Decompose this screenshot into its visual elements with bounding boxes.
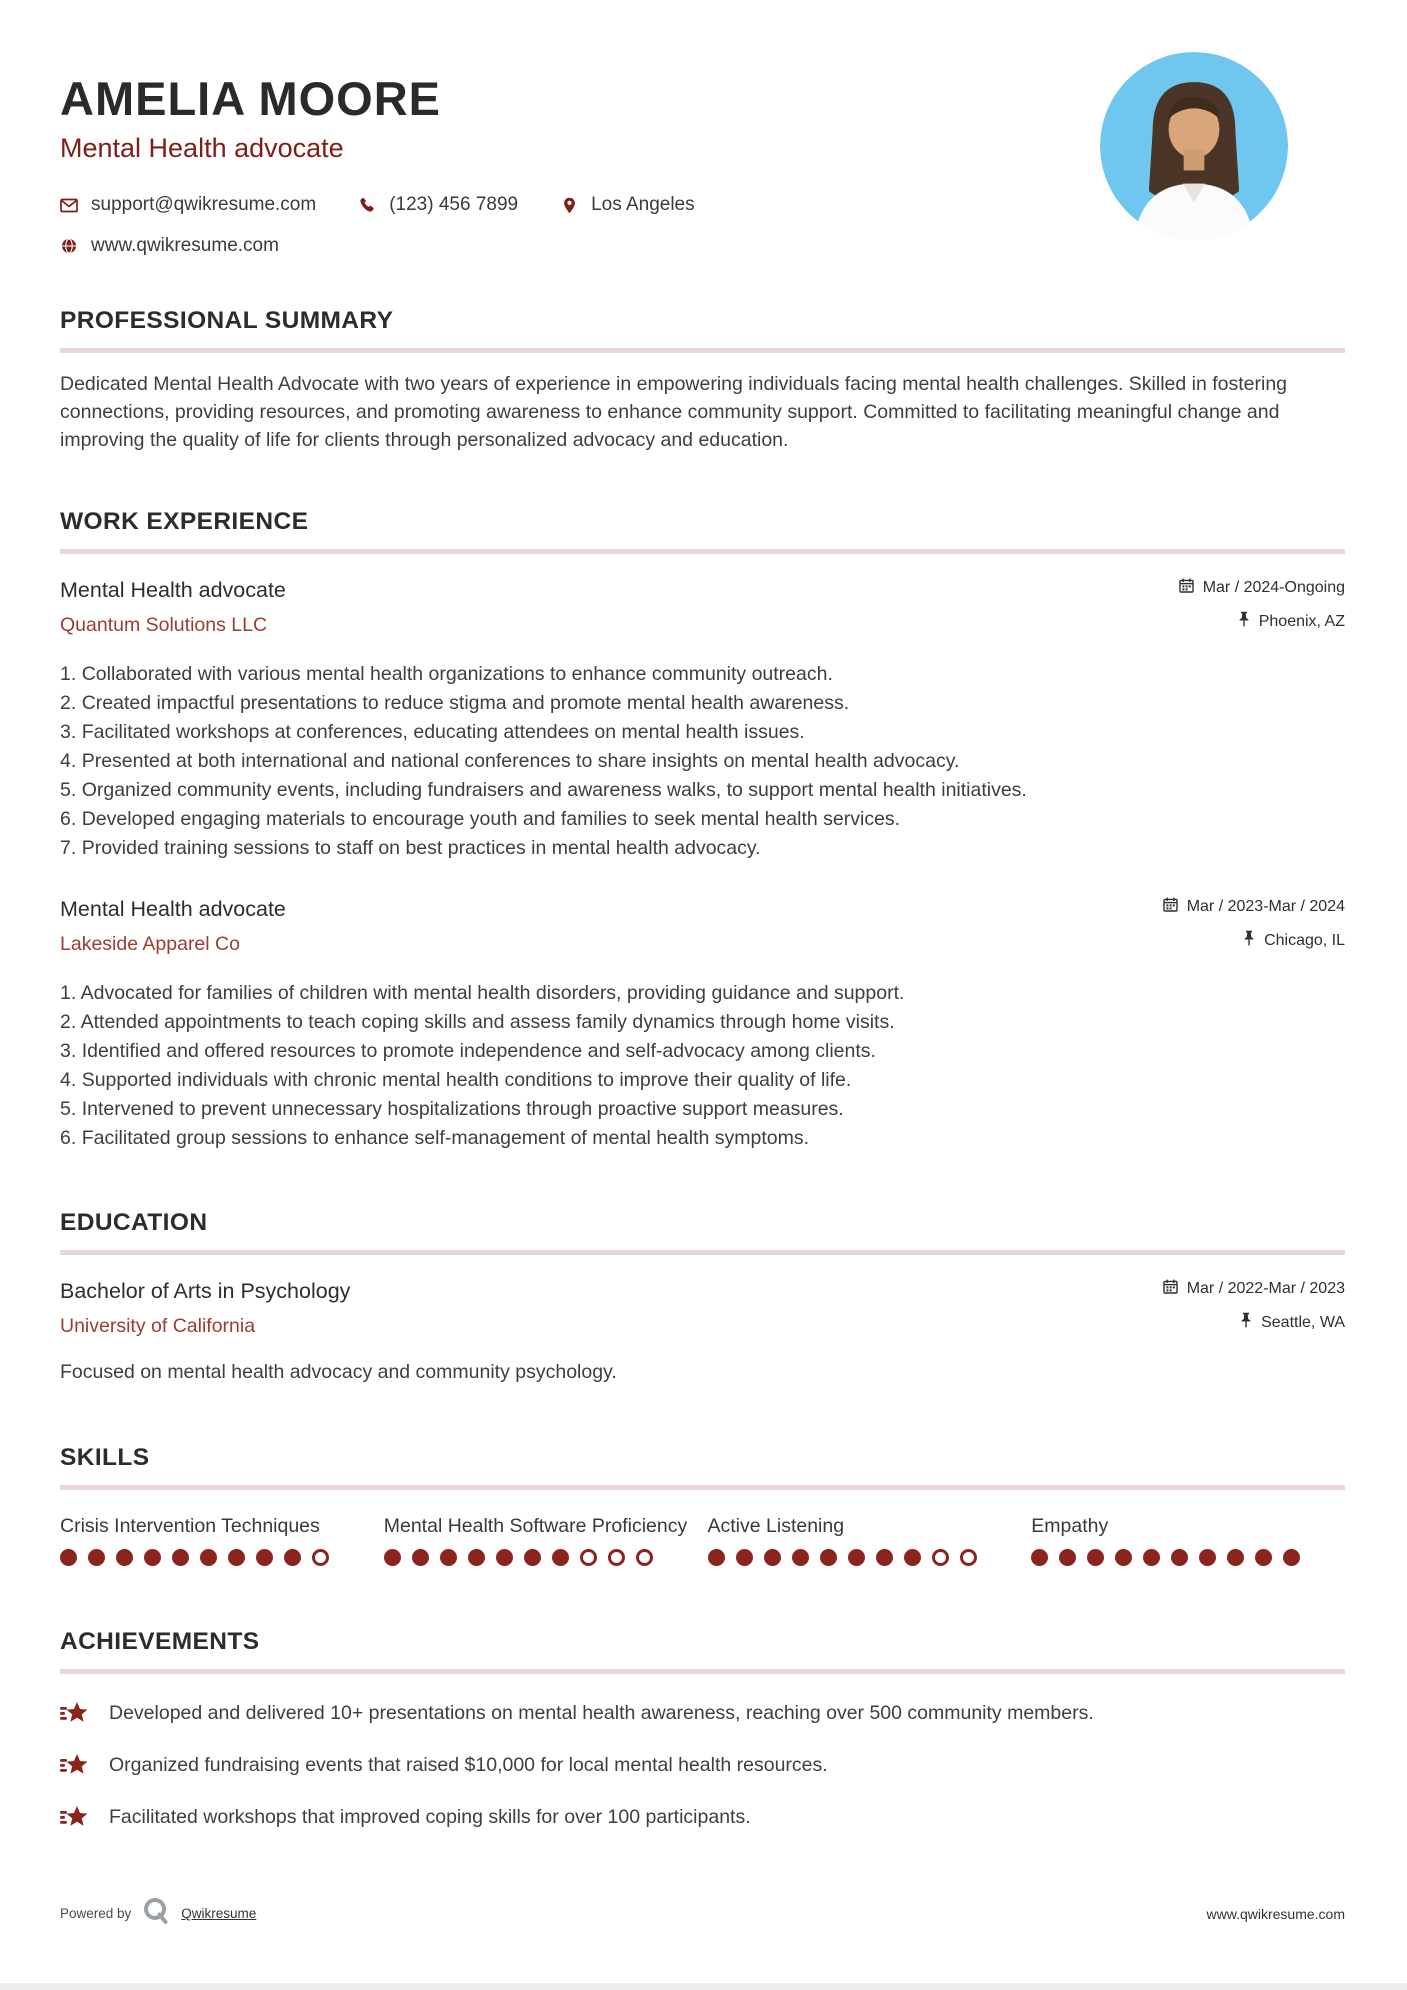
job-bullet: Identified and offered resources to promote independence and self-advocacy among clients. xyxy=(81,1040,876,1063)
degree-title: Bachelor of Arts in Psychology xyxy=(60,1279,351,1304)
achievements-heading: ACHIEVEMENTS xyxy=(60,1628,260,1656)
achievement-text: Facilitated workshops that improved coping skills for over 100 participants. xyxy=(109,1805,751,1828)
job-bullet: Intervened to prevent unnecessary hospitalizations through proactive support measures. xyxy=(81,1098,844,1121)
job-entry xyxy=(60,897,1345,1153)
education-entry xyxy=(60,1279,1345,1384)
job-bullet-list xyxy=(60,660,1345,863)
skill-item xyxy=(384,1512,698,1566)
summary-heading: PROFESSIONAL SUMMARY xyxy=(60,307,394,335)
rating-dot-filled xyxy=(764,1549,781,1566)
q-logo-icon xyxy=(141,1896,171,1931)
section-professional-summary xyxy=(60,307,1345,454)
location-text: Los Angeles xyxy=(591,194,695,216)
section-divider xyxy=(60,1250,1345,1255)
footer xyxy=(60,1896,1345,1931)
rating-dot-filled xyxy=(524,1549,541,1566)
section-divider xyxy=(60,348,1345,353)
skills-heading: SKILLS xyxy=(60,1444,150,1472)
school-name: University of California xyxy=(60,1315,256,1338)
section-skills xyxy=(60,1444,1345,1566)
rating-dot-filled xyxy=(384,1549,401,1566)
skill-name: Mental Health Software Proficiency xyxy=(383,1515,688,1538)
job-bullet: Supported individuals with chronic mental health conditions to improve their quality of life. xyxy=(81,1069,852,1092)
calendar-icon xyxy=(1163,897,1178,917)
rating-dot-filled xyxy=(1087,1549,1104,1566)
rating-dot-filled xyxy=(1283,1549,1300,1566)
skills-grid xyxy=(60,1512,1345,1566)
section-work-experience xyxy=(60,508,1345,1153)
achievement-item xyxy=(60,1700,1345,1726)
rating-dot-filled xyxy=(792,1549,809,1566)
envelope-icon xyxy=(60,198,78,213)
job-dates: Mar / 2024-Ongoing xyxy=(1202,579,1345,597)
section-education xyxy=(60,1209,1345,1384)
skill-name: Empathy xyxy=(1031,1515,1109,1538)
pushpin-icon xyxy=(1240,1312,1252,1333)
pushpin-icon xyxy=(1243,930,1255,951)
rating-dot-filled xyxy=(1031,1549,1048,1566)
job-bullet: Facilitated group sessions to enhance self-management of mental health symptoms. xyxy=(81,1127,810,1150)
skill-item xyxy=(60,1512,374,1566)
powered-by-label: Powered by xyxy=(60,1906,132,1921)
job-bullet: Facilitated workshops at conferences, educating attendees on mental health issues. xyxy=(81,721,805,744)
contact-location xyxy=(560,194,695,216)
job-entry xyxy=(60,578,1345,863)
phone-icon xyxy=(358,197,376,213)
skill-rating-dots xyxy=(708,1549,1022,1566)
job-title: Mental Health advocate xyxy=(60,578,286,603)
job-location: Phoenix, AZ xyxy=(1258,612,1345,630)
job-bullet: Created impactful presentations to reduce stigma and promote mental health awareness. xyxy=(81,692,850,715)
rating-dot-filled xyxy=(468,1549,485,1566)
rating-dot-filled xyxy=(496,1549,513,1566)
profile-photo xyxy=(1100,52,1288,240)
rating-dot-filled xyxy=(144,1549,161,1566)
calendar-icon xyxy=(1163,1279,1178,1299)
footer-website[interactable]: www.qwikresume.com xyxy=(1206,1905,1345,1922)
person-name: AMELIA MOORE xyxy=(60,72,442,125)
job-company: Lakeside Apparel Co xyxy=(60,933,240,956)
map-pin-icon xyxy=(560,197,578,214)
rating-dot-filled xyxy=(200,1549,217,1566)
calendar-icon xyxy=(1179,578,1194,598)
education-location: Seattle, WA xyxy=(1261,1313,1345,1331)
rating-dot-empty xyxy=(960,1549,977,1566)
job-dates: Mar / 2023-Mar / 2024 xyxy=(1186,898,1345,916)
rating-dot-filled xyxy=(1059,1549,1076,1566)
job-bullet: Collaborated with various mental health organizations to enhance community outreach. xyxy=(81,663,833,686)
job-title: Mental Health advocate xyxy=(60,897,286,922)
rating-dot-filled xyxy=(256,1549,273,1566)
rating-dot-filled xyxy=(876,1549,893,1566)
rating-dot-filled xyxy=(1255,1549,1272,1566)
header xyxy=(60,0,1345,257)
summary-text: Dedicated Mental Health Advocate with two years of experience in empowering individuals facing mental health challenges. Skilled in fostering connections, providing resources, and promoting awareness to enhance community support. Committed to facilitating meaningful change and improving the quality of life for clients through personalized advocacy and education. xyxy=(60,373,1288,452)
work-heading: WORK EXPERIENCE xyxy=(60,508,309,536)
contact-phone[interactable] xyxy=(358,194,518,216)
globe-icon xyxy=(60,238,78,254)
person-title: Mental Health advocate xyxy=(60,133,344,164)
section-divider xyxy=(60,1669,1345,1674)
job-company: Quantum Solutions LLC xyxy=(60,614,268,637)
email-text: support@qwikresume.com xyxy=(91,194,317,216)
education-heading: EDUCATION xyxy=(60,1209,208,1237)
skill-rating-dots xyxy=(1031,1549,1345,1566)
rating-dot-filled xyxy=(228,1549,245,1566)
education-dates: Mar / 2022-Mar / 2023 xyxy=(1186,1280,1345,1298)
phone-text: (123) 456 7899 xyxy=(389,194,519,216)
skill-rating-dots xyxy=(384,1549,698,1566)
section-divider xyxy=(60,1485,1345,1490)
rating-dot-filled xyxy=(820,1549,837,1566)
rating-dot-filled xyxy=(412,1549,429,1566)
rating-dot-filled xyxy=(440,1549,457,1566)
achievement-text: Organized fundraising events that raised $10,000 for local mental health resources. xyxy=(109,1753,828,1776)
contact-website[interactable] xyxy=(60,235,279,257)
contact-email[interactable] xyxy=(60,194,316,216)
rating-dot-filled xyxy=(1115,1549,1132,1566)
job-bullet: Attended appointments to teach coping skills and assess family dynamics through home visits. xyxy=(80,1011,895,1034)
skill-item xyxy=(1031,1512,1345,1566)
skill-item xyxy=(708,1512,1022,1566)
section-achievements xyxy=(60,1628,1345,1830)
star-badge-icon xyxy=(60,1700,88,1726)
job-bullet: Advocated for families of children with mental health disorders, providing guidance and support. xyxy=(80,982,905,1005)
rating-dot-empty xyxy=(932,1549,949,1566)
rating-dot-empty xyxy=(608,1549,625,1566)
rating-dot-filled xyxy=(552,1549,569,1566)
rating-dot-filled xyxy=(904,1549,921,1566)
rating-dot-filled xyxy=(1227,1549,1244,1566)
star-badge-icon xyxy=(60,1752,88,1778)
job-bullet: Organized community events, including fundraisers and awareness walks, to support mental health initiatives. xyxy=(81,779,1027,802)
rating-dot-filled xyxy=(848,1549,865,1566)
rating-dot-filled xyxy=(116,1549,133,1566)
education-description: Focused on mental health advocacy and community psychology. xyxy=(60,1361,617,1384)
brand-link[interactable]: Qwikresume xyxy=(181,1906,257,1921)
job-bullet: Developed engaging materials to encourage youth and families to seek mental health services. xyxy=(81,808,901,831)
rating-dot-filled xyxy=(736,1549,753,1566)
pushpin-icon xyxy=(1238,611,1250,632)
rating-dot-filled xyxy=(1171,1549,1188,1566)
star-badge-icon xyxy=(60,1804,88,1830)
rating-dot-filled xyxy=(88,1549,105,1566)
rating-dot-empty xyxy=(636,1549,653,1566)
rating-dot-filled xyxy=(60,1549,77,1566)
skill-name: Active Listening xyxy=(707,1515,845,1538)
rating-dot-filled xyxy=(284,1549,301,1566)
rating-dot-empty xyxy=(580,1549,597,1566)
achievement-item xyxy=(60,1804,1345,1830)
section-divider xyxy=(60,549,1345,554)
rating-dot-filled xyxy=(1199,1549,1216,1566)
job-location: Chicago, IL xyxy=(1264,931,1345,949)
job-bullet: Presented at both international and national conferences to share insights on mental health advocacy. xyxy=(81,750,960,773)
bottom-strip xyxy=(0,1983,1407,1990)
skill-rating-dots xyxy=(60,1549,374,1566)
website-text: www.qwikresume.com xyxy=(91,235,279,257)
skill-name: Crisis Intervention Techniques xyxy=(60,1515,320,1538)
rating-dot-filled xyxy=(1143,1549,1160,1566)
achievement-text: Developed and delivered 10+ presentations on mental health awareness, reaching over 500 community members. xyxy=(109,1701,1094,1724)
job-bullet: Provided training sessions to staff on best practices in mental health advocacy. xyxy=(81,837,761,860)
achievement-item xyxy=(60,1752,1345,1778)
rating-dot-filled xyxy=(172,1549,189,1566)
rating-dot-filled xyxy=(708,1549,725,1566)
job-bullet-list xyxy=(60,979,1345,1153)
rating-dot-empty xyxy=(312,1549,329,1566)
